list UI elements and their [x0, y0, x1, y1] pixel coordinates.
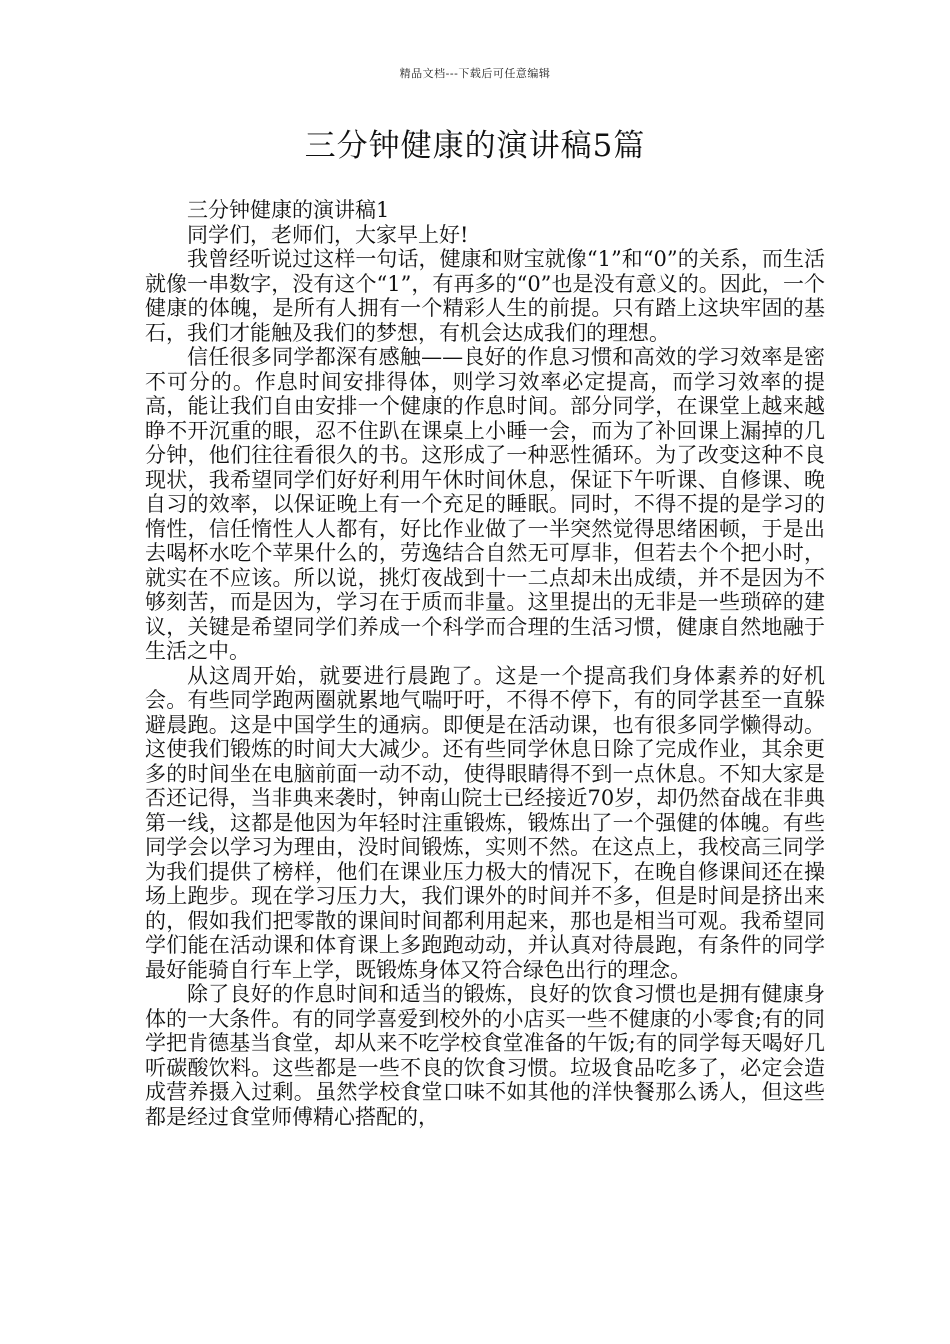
- body-paragraph: 信任很多同学都深有感触——良好的作息习惯和高效的学习效率是密不可分的。作息时间安排得体，则学习效率必定提高，而学习效率的提高，能让我们自由安排一个健康的作息时间。部分同学，在课堂上越来越睁不开沉重的眼，忍不住趴在课桌上小睡一会，而为了补回课上漏掉的几分钟，他们往往看很久的书。这形成了一种恶性循环。为了改变这种不良现状，我希望同学们好好利用午休时间休息，保证下午听课、自修课、晚自习的效率，以保证晚上有一个充足的睡眠。同时，不得不提的是学习的惰性，信任惰性人人都有，好比作业做了一半突然觉得思绪困顿，于是出去喝杯水吃个苹果什么的，劳逸结合自然无可厚非，但若去个个把小时，就实在不应该。所以说，挑灯夜战到十一二点却未出成绩，并不是因为不够刻苦，而是因为，学习在于质而非量。这里提出的无非是一些琐碎的建议，关键是希望同学们养成一个科学而合理的生活习惯，健康自然地融于生活之中。: [145, 345, 825, 663]
- document-title: 三分钟健康的演讲稿5篇: [304, 128, 646, 164]
- body-paragraph: 从这周开始，就要进行晨跑了。这是一个提高我们身体素养的好机会。有些同学跑两圈就累地气喘吁吁，不得不停下，有的同学甚至一直躲避晨跑。这是中国学生的通病。即便是在活动课，也有很多同学懒得动。这使我们锻炼的时间大大减少。还有些同学休息日除了完成作业，其余更多的时间坐在电脑前面一动不动，使得眼睛得不到一点休息。不知大家是否还记得，当非典来袭时，钟南山院士已经接近70岁，却仍然奋战在非典第一线，这都是他因为年轻时注重锻炼，锻炼出了一个强健的体魄。有些同学会以学习为理由，没时间锻炼，实则不然。在这点上，我校高三同学为我们提供了榜样，他们在课业压力极大的情况下，在晚自修课间还在操场上跑步。现在学习压力大，我们课外的时间并不多，但是时间是挤出来的，假如我们把零散的课间时间都利用起来，那也是相当可观。我希望同学们能在活动课和体育课上多跑跑动动，并认真对待晨跑，有条件的同学最好能骑自行车上学，既锻炼身体又符合绿色出行的理念。: [145, 663, 825, 982]
- body-paragraph: 除了良好的作息时间和适当的锻炼，良好的饮食习惯也是拥有健康身体的一大条件。有的同学喜爱到校外的小店买一些不健康的小零食;有的同学把肯德基当食堂，却从来不吃学校食堂准备的午饭;有的同学每天喝好几听碳酸饮料。这些都是一些不良的饮食习惯。垃圾食品吃多了，必定会造成营养摄入过剩。虽然学校食堂口味不如其他的洋快餐那么诱人，但这些都是经过食堂师傅精心搭配的，: [145, 982, 825, 1129]
- document-body: [145, 198, 825, 1129]
- body-paragraph: 我曾经听说过这样一句话，健康和财宝就像“1”和“0”的关系，而生活就像一串数字，没有这个“1”，有再多的“0”也是没有意义的。因此，一个健康的体魄，是所有人拥有一个精彩人生的前提。只有踏上这块牢固的基石，我们才能触及我们的梦想，有机会达成我们的理想。: [145, 247, 825, 345]
- section-heading: 三分钟健康的演讲稿1: [187, 198, 390, 222]
- greeting-paragraph: 同学们，老师们，大家早上好!: [187, 222, 469, 247]
- header-note: 精品文档---下载后可任意编辑: [399, 67, 551, 80]
